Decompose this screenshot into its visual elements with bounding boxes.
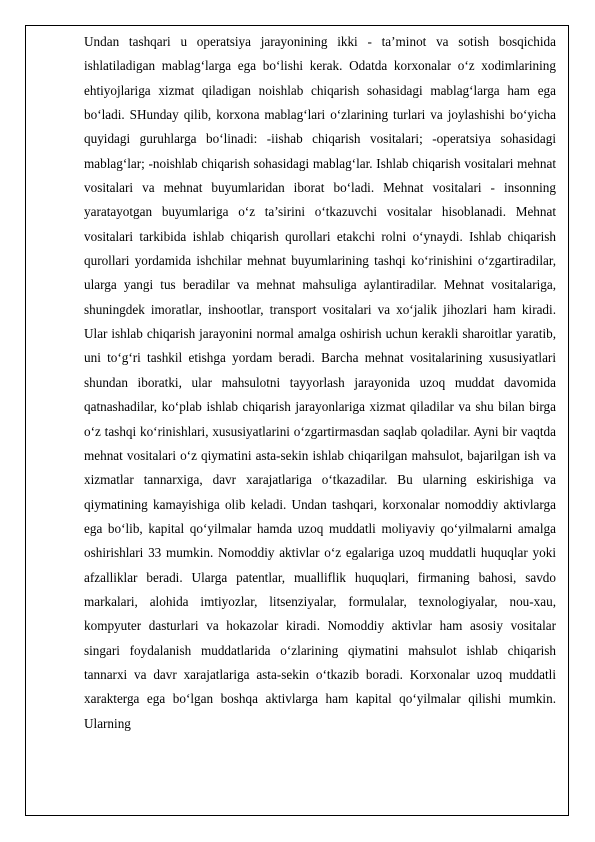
body-paragraph: Undan tashqari u operatsiya jarayonining ikki - ta’minot va sotish bosqichida ishlatiladigan mablag‘larga ega bo‘lishi kerak. Odatda korxonalar o‘z xodimlarining ehtiyojlariga xizmat qiladigan noishlab chiqarish sohasidagi mablag‘larga ham ega bo‘ladi. SHunday qilib, korxona mablag‘lari o‘zlarining turlari va joylashishi bo‘yicha quyidagi guruhlarga bo‘linadi: -iishab chiqarish vositalari; -operatsiya sohasidagi mablag‘lar; -noishlab chiqarish sohasidagi mablag‘lar. Ishlab chiqarish vositalari mehnat vositalari va mehnat buyumlaridan iborat bo‘ladi. Mehnat vositalari - insonning yaratayotgan buyumlariga o‘z ta’sirini o‘tkazuvchi vositalar hisoblanadi. Mehnat vositalari tarkibida ishlab chiqarish qurollari etakchi rolni o‘ynaydi. Ishlab chiqarish qurollari yordamida ishchilar mehnat buyumlarining tashqi ko‘rinishini o‘zgartiradilar, ularga yangi tus beradilar va mehnat mahsuliga aylantiradilar. Mehnat vositalariga, shuningdek imoratlar, inshootlar, transport vositalari va xo‘jalik jihozlari ham kiradi. Ular ishlab chiqarish jarayonini normal amalga oshirish uchun kerakli sharoitlar yaratib, uni to‘g‘ri tashkil etishga yordam beradi. Barcha mehnat vositalarining xususiyatlari shundan iboratki, ular mahsulotni tayyorlash jarayonida uzoq muddat davomida qatnashadilar, ko‘plab ishlab chiqarish jarayonlariga xizmat qiladilar va shu bilan birga o‘z tashqi ko‘rinishlari, xususiyatlarini o‘zgartirmasdan saqlab qoladilar. Ayni bir vaqtda mehnat vositalari o‘z qiymatini asta-sekin ishlab chiqarilgan mahsulot, bajarilgan ish va xizmatlar tannarxiga, davr xarajatlariga o‘tkazadilar. Bu ularning eskirishiga va qiymatining kamayishiga olib keladi. Undan tashqari, korxonalar nomoddiy aktivlarga ega bo‘lib, kapital qo‘yilmalar hamda uzoq muddatli moliyaviy qo‘yilmalarni amalga oshirishlari 33 mumkin. Nomoddiy aktivlar o‘z egalariga uzoq muddatli huquqlar yoki afzalliklar beradi. Ularga patentlar, mualliflik huquqlari, firmaning bahosi, savdo markalari, alohida imtiyozlar, litsenziyalar, formulalar, texnologiyalar, nou-xau, kompyuter dasturlari va hokazolar kiradi. Nomoddiy aktivlar ham asosiy vositalar singari foydalanish muddatlarida o‘zlarining qiymatini mahsulot ishlab chiqarish tannarxi va davr xarajatlariga asta-sekin o‘tkazib boradi. Korxonalar uzoq muddatli xarakterga ega bo‘lgan boshqa aktivlarga ham kapital qo‘yilmalar qilishi mumkin. Ularning (84, 34, 556, 731)
